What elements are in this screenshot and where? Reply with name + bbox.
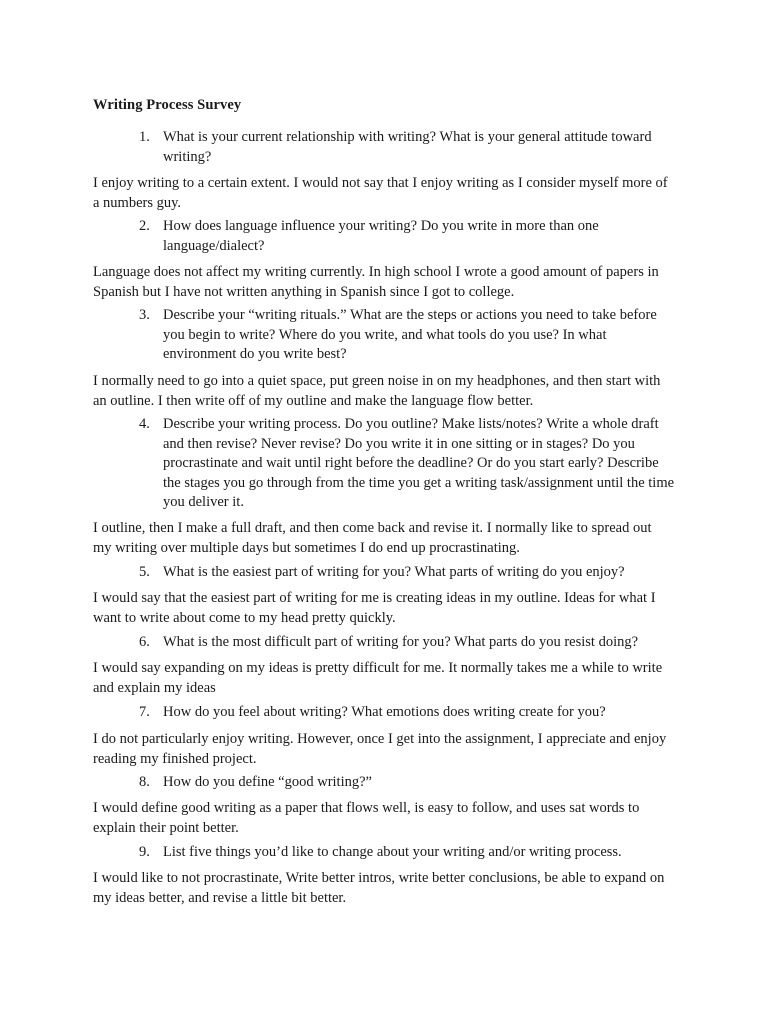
document-title: Writing Process Survey <box>93 97 242 113</box>
question-number: 5. <box>139 564 150 580</box>
answer-6: I would say expanding on my ideas is pretty difficult for me. It normally takes me a while to write and explain my ideas <box>93 660 663 696</box>
question-text: What is your current relationship with writing? What is your general attitude toward writing? <box>163 129 652 165</box>
question-5 <box>139 563 679 583</box>
question-3 <box>139 306 679 365</box>
question-7 <box>139 703 679 723</box>
question-8 <box>139 773 679 793</box>
answer-9: I would like to not procrastinate, Write better intros, write better conclusions, be able to expand on my ideas better, and revise a little bit better. <box>93 870 665 906</box>
question-text: What is the easiest part of writing for you? What parts of writing do you enjoy? <box>163 564 625 580</box>
answer-3: I normally need to go into a quiet space, put green noise in on my headphones, and then start with an outline. I then write off of my outline and make the language flow better. <box>93 373 661 409</box>
question-number: 2. <box>139 218 150 234</box>
question-number: 4. <box>139 416 150 432</box>
question-1 <box>139 128 679 167</box>
question-number: 1. <box>139 129 150 145</box>
answer-5: I would say that the easiest part of writing for me is creating ideas in my outline. Ideas for what I want to write about come to my head pretty quickly. <box>93 590 656 626</box>
answer-4: I outline, then I make a full draft, and then come back and revise it. I normally like to spread out my writing over multiple days but sometimes I do end up procrastinating. <box>93 520 652 556</box>
question-2 <box>139 217 679 256</box>
question-text: What is the most difficult part of writing for you? What parts do you resist doing? <box>163 634 639 650</box>
question-text: List five things you’d like to change about your writing and/or writing process. <box>163 844 622 860</box>
question-text: How do you define “good writing?” <box>163 774 372 790</box>
question-text: Describe your writing process. Do you outline? Make lists/notes? Write a whole draft and then revise? Never revise? Do you write it in one sitting or in stages? Do you procrastinate and wait until right before the deadline? Or do you start early? Describe the stages you go through from the time you get a writing task/assignment until the time you deliver it. <box>163 416 675 510</box>
question-number: 7. <box>139 704 150 720</box>
answer-7: I do not particularly enjoy writing. However, once I get into the assignment, I appreciate and enjoy reading my finished project. <box>93 731 667 767</box>
answer-8: I would define good writing as a paper that flows well, is easy to follow, and uses sat words to explain their point better. <box>93 800 640 836</box>
question-text: How does language influence your writing? Do you write in more than one language/dialect? <box>163 218 599 254</box>
answer-1: I enjoy writing to a certain extent. I would not say that I enjoy writing as I consider myself more of a numbers guy. <box>93 175 668 211</box>
question-number: 6. <box>139 634 150 650</box>
question-6 <box>139 633 679 653</box>
question-text: Describe your “writing rituals.” What are the steps or actions you need to take before you begin to write? Where do you write, and what tools do you use? In what environment do you write best? <box>163 307 657 362</box>
answer-2: Language does not affect my writing currently. In high school I wrote a good amount of papers in Spanish but I have not written anything in Spanish since I got to college. <box>93 264 659 300</box>
question-number: 9. <box>139 844 150 860</box>
question-number: 3. <box>139 307 150 323</box>
question-9 <box>139 843 679 863</box>
question-4 <box>139 415 679 513</box>
question-number: 8. <box>139 774 150 790</box>
question-text: How do you feel about writing? What emotions does writing create for you? <box>163 704 606 720</box>
